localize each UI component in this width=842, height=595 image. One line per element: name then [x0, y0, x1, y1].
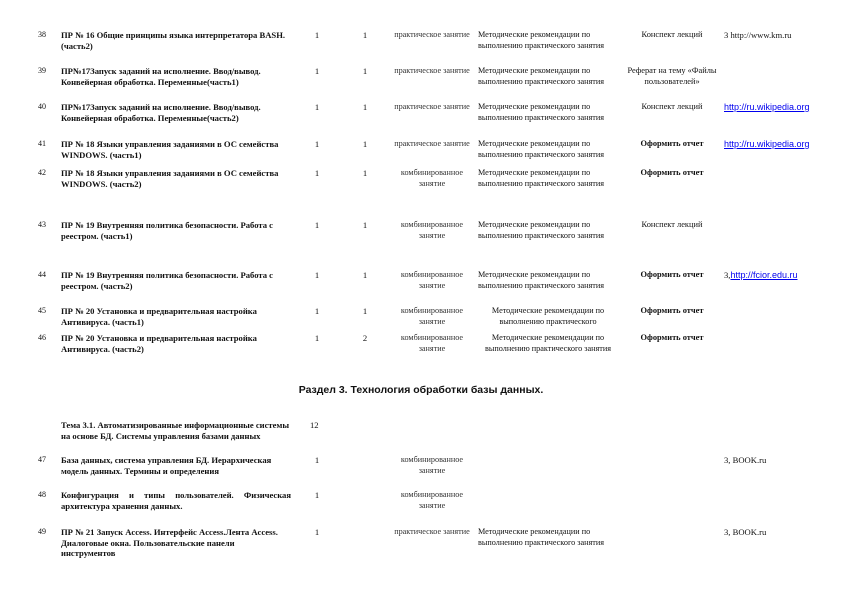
lesson-type: комбинированное занятие	[400, 220, 464, 240]
row-number: 45	[38, 306, 46, 315]
task-cell: Оформить отчет	[640, 139, 704, 148]
literature-text: 3, BOOK.ru	[724, 527, 767, 537]
task-cell: Реферат на тему «Файлы пользователей»	[627, 66, 717, 86]
hours-cell: 1	[314, 168, 320, 178]
method-cell: Методические рекомендации по выполнению практического занятия	[478, 220, 604, 240]
row-title: ПР № 18 Языки управления заданиями в ОС семейства WINDOWS. (часть1)	[61, 139, 279, 160]
row-number: 39	[38, 66, 46, 75]
lesson-type: практическое занятие	[394, 102, 470, 111]
row-number: 41	[38, 139, 46, 148]
literature-text: 3 http://www.km.ru	[724, 30, 792, 40]
literature-link[interactable]: http://fcior.edu.ru	[730, 270, 798, 280]
literature-cell	[724, 30, 824, 41]
section-heading: Раздел 3. Технология обработки базы данных.	[298, 384, 544, 396]
row-title: ПР № 19 Внутренняя политика безопасности. Работа с реестром. (часть2)	[61, 270, 273, 291]
hours-cell: 1	[314, 306, 320, 316]
row-number: 43	[38, 220, 46, 229]
hours-cell: 1	[314, 30, 320, 40]
row-number: 47	[38, 455, 46, 464]
hours-cell-2: 1	[362, 30, 368, 40]
row-title: Конфигурация и типы пользователей. Физическая архитектура хранения данных.	[61, 490, 291, 511]
theme-title: Тема 3.1. Автоматизированные информационные системы на основе БД. Системы управления базами данных	[61, 420, 290, 441]
row-title: ПР № 21 Запуск Access. Интерфейс Access.Лента Access. Диалоговые окна. Пользовательские панели инструментов	[61, 527, 278, 559]
row-title: ПР № 19 Внутренняя политика безопасности. Работа с реестром. (часть1)	[61, 220, 273, 241]
row-number: 49	[38, 527, 46, 536]
method-cell: Методические рекомендации по выполнению практического занятия	[478, 66, 604, 86]
task-cell: Конспект лекций	[641, 102, 703, 111]
hours-cell: 1	[314, 333, 320, 343]
lesson-type: практическое занятие	[394, 66, 470, 75]
method-cell: Методические рекомендации по выполнению практического занятия	[478, 139, 604, 159]
hours-cell-2: 1	[362, 102, 368, 112]
hours-cell: 1	[314, 455, 320, 465]
lesson-type: практическое занятие	[394, 30, 470, 39]
task-cell: Конспект лекций	[641, 30, 703, 39]
method-cell: Методические рекомендации по выполнению практического занятия	[478, 30, 604, 50]
row-title: ПР№17Запуск заданий на исполнение. Ввод/вывод. Конвейерная обработка. Переменные(часть2)	[61, 102, 261, 123]
literature-cell	[724, 139, 824, 150]
literature-link[interactable]: http://ru.wikipedia.org	[724, 139, 810, 149]
row-title: ПР № 18 Языки управления заданиями в ОС семейства WINDOWS. (часть2)	[61, 168, 279, 189]
hours-cell-2: 1	[362, 168, 368, 178]
lesson-type: комбинированное занятие	[400, 490, 464, 510]
task-cell: Оформить отчет	[640, 306, 704, 315]
literature-text: 3,	[724, 270, 731, 280]
hours-cell-2: 1	[362, 270, 368, 280]
hours-cell: 1	[314, 220, 320, 230]
row-title: ПР № 20 Установка и предварительная настройка Антивируса. (часть2)	[61, 333, 257, 354]
hours-cell-2: 1	[362, 220, 368, 230]
row-number: 46	[38, 333, 46, 342]
row-title: База данных, система управления БД. Иерархическая модель данных. Термины и определения	[61, 455, 272, 476]
hours-cell: 1	[314, 66, 320, 76]
hours-cell-2: 2	[362, 333, 368, 343]
row-number: 48	[38, 490, 46, 499]
hours-cell-2: 1	[362, 306, 368, 316]
hours-cell: 1	[314, 490, 320, 500]
literature-cell	[724, 270, 824, 281]
hours-cell: 1	[314, 102, 320, 112]
hours-cell-2: 1	[362, 139, 368, 149]
method-cell: Методические рекомендации по выполнению практического занятия	[478, 168, 604, 188]
lesson-type: комбинированное занятие	[400, 306, 464, 326]
lesson-type: комбинированное занятие	[400, 168, 464, 188]
method-cell: Методические рекомендации по выполнению практического	[491, 306, 605, 326]
method-cell: Методические рекомендации по выполнению практического занятия	[478, 527, 604, 547]
lesson-type: комбинированное занятие	[400, 270, 464, 290]
hours-cell: 1	[314, 139, 320, 149]
task-cell: Оформить отчет	[640, 168, 704, 177]
lesson-type: комбинированное занятие	[400, 455, 464, 475]
lesson-type: практическое занятие	[394, 527, 470, 536]
row-number: 44	[38, 270, 46, 279]
method-cell: Методические рекомендации по выполнению практического занятия	[478, 270, 604, 290]
lesson-type: комбинированное занятие	[400, 333, 464, 353]
hours-cell: 1	[314, 270, 320, 280]
method-cell: Методические рекомендации по выполнению практического занятия	[485, 333, 611, 353]
literature-text: 3, BOOK.ru	[724, 455, 767, 465]
task-cell: Оформить отчет	[640, 333, 704, 342]
literature-cell	[724, 102, 824, 113]
row-title: ПР № 20 Установка и предварительная настройка Антивируса. (часть1)	[61, 306, 257, 327]
theme-hours: 12	[310, 420, 319, 430]
row-number: 38	[38, 30, 46, 39]
literature-cell	[724, 455, 824, 466]
hours-cell-2: 1	[362, 66, 368, 76]
row-number: 40	[38, 102, 46, 111]
literature-cell	[724, 527, 824, 538]
literature-link[interactable]: http://ru.wikipedia.org	[724, 102, 810, 112]
row-title: ПР№17Запуск заданий на исполнение. Ввод/вывод. Конвейерная обработка. Переменные(часть1)	[61, 66, 261, 87]
task-cell: Конспект лекций	[641, 220, 703, 229]
hours-cell: 1	[314, 527, 320, 537]
method-cell: Методические рекомендации по выполнению практического занятия	[478, 102, 604, 122]
lesson-type: практическое занятие	[394, 139, 470, 148]
task-cell: Оформить отчет	[640, 270, 704, 279]
row-number: 42	[38, 168, 46, 177]
row-title: ПР № 16 Общие принципы языка интерпретатора BASH. (часть2)	[61, 30, 286, 51]
